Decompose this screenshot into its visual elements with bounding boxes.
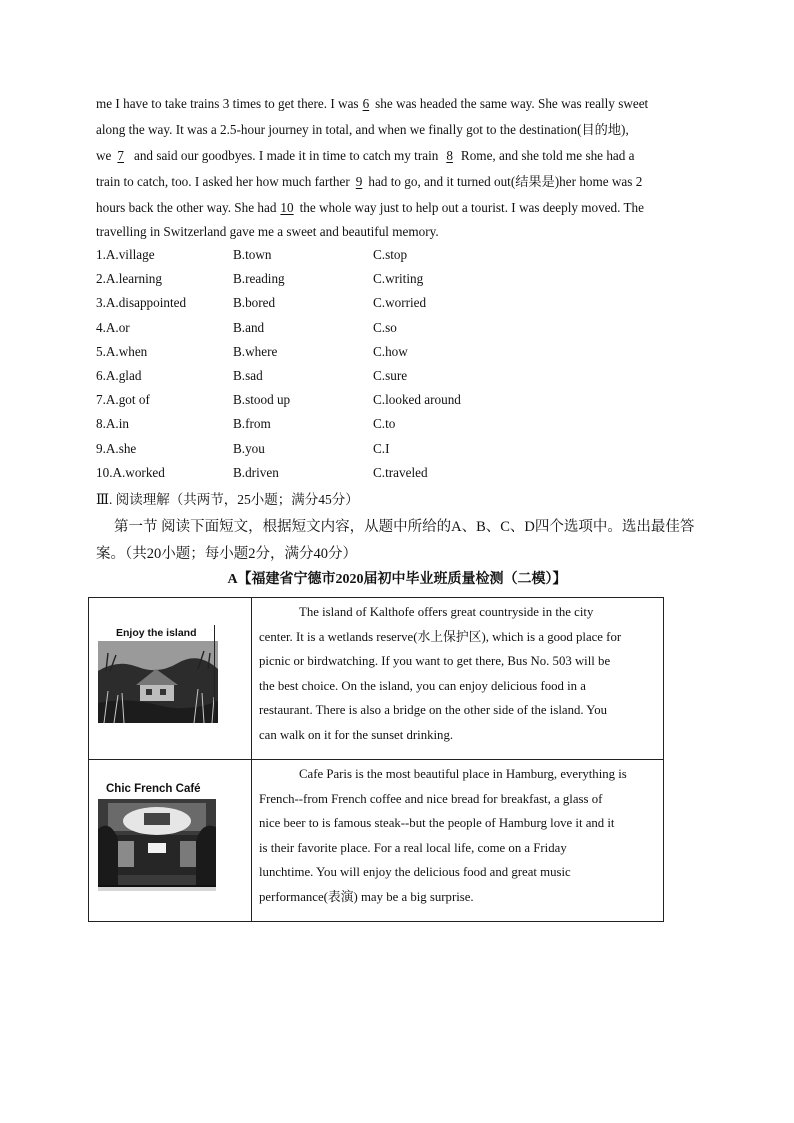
cloze-passage [96,91,698,243]
cloze-line: hours back the other way. She had 10 the whole way just to help out a tourist. I was deeply moved. The [96,195,698,221]
option-c: C.how [373,343,408,359]
cloze-line: travelling in Switzerland gave me a sweet and beautiful memory. [96,224,439,239]
option-b: B.stood up [233,392,291,408]
option-row [96,462,596,486]
option-b: B.where [233,343,278,359]
option-c: C.I [373,440,390,456]
option-row [96,341,596,365]
cloze-line: me I have to take trains 3 times to get there. I was 6 she was headed the same way. She was really sweet [96,91,698,117]
option-row [96,244,596,268]
ad-text-cell: The island of Kalthofe offers great countryside in the city center. It is a wetlands reserve(水上保护区), which is a good place for picnic or birdwatching. If you want to get there, Bus No. 503 will be the best choice. On the island, you can enjoy delicious food in a restaurant. There is also a bridge on the other side of the island. You can walk on it for the sunset drinking. [252,598,664,760]
option-row [96,317,596,341]
option-a: 2.A.learning [96,271,162,287]
option-a: 9.A.she [96,440,137,456]
option-a: 10.A.worked [96,464,165,480]
ad-text-cell: Cafe Paris is the most beautiful place in Hamburg, everything is French--from French coffee and nice bread for breakfast, a glass of nice beer to is famous steak--but the people of Hamburg love it and it is their favorite place. For a real local life, come on a Friday lunchtime. You will enjoy the delicious food and great music performance(表演) may be a big surprise. [252,760,664,922]
section-heading: Ⅲ. 阅读理解（共两节，25小题；满分45分） [96,492,359,507]
cloze-line: along the way. It was a 2.5-hour journey in total, and when we finally got to the destination(目的地), [96,122,629,137]
option-row [96,438,596,462]
instructions [96,514,702,568]
option-row [96,389,596,413]
option-c: C.to [373,416,396,432]
option-b: B.town [233,247,272,262]
island-photo-image [98,641,218,723]
answer-options [96,244,596,486]
option-b: B.reading [233,271,285,287]
option-a: 1.A.village [96,247,155,262]
option-c: C.sure [373,367,408,383]
blank-7: 7 [117,148,124,163]
option-c: C.writing [373,271,424,287]
photo-border-line [214,625,215,723]
blank-6: 6 [362,96,370,111]
option-c: C.stop [373,247,408,262]
cafe-photo-image [98,799,216,891]
option-b: B.bored [233,295,276,311]
option-row [96,292,596,316]
option-a: 6.A.glad [96,367,142,383]
ad-row-island [89,598,664,760]
option-a: 5.A.when [96,343,148,359]
option-b: B.sad [233,367,263,383]
passage-title: A【福建省宁德市2020届初中毕业班质量检测（二模）】 [227,572,567,587]
island-photo [90,599,250,758]
blank-8: 8 [446,148,453,163]
option-c: C.looked around [373,392,461,408]
option-c: C.worried [373,295,427,311]
option-a: 7.A.got of [96,392,150,408]
option-b: B.you [233,440,265,456]
option-b: B.from [233,416,271,432]
option-row [96,365,596,389]
ad-row-cafe [89,760,664,922]
cloze-line: train to catch, too. I asked her how much farther 9 had to go, and it turned out(结果是)her home was 2 [96,169,698,195]
option-b: B.and [233,319,265,335]
ad-image-cell [89,760,252,922]
island-photo-caption: Enjoy the island [116,627,197,639]
ad-image-cell [89,598,252,760]
option-c: C.so [373,319,397,335]
option-a: 8.A.in [96,416,129,432]
option-a: 3.A.disappointed [96,295,187,311]
ads-table [88,597,664,922]
option-row [96,268,596,292]
cafe-photo [90,761,250,920]
option-a: 4.A.or [96,319,130,335]
option-b: B.driven [233,464,279,480]
instructions-line: 案。（共20小题；每小题2分，满分40分） [96,546,357,562]
blank-9: 9 [355,174,363,189]
option-c: C.traveled [373,464,428,480]
cloze-line: we 7 and said our goodbyes. I made it in time to catch my train 8 Rome, and she told me she had a [96,143,698,169]
blank-10: 10 [280,200,294,215]
instructions-line: 第一节 阅读下面短文，根据短文内容，从题中所给的A、B、C、D四个选项中。选出最佳答 [114,519,695,535]
cafe-photo-caption: Chic French Café [106,783,201,795]
option-row [96,413,596,437]
